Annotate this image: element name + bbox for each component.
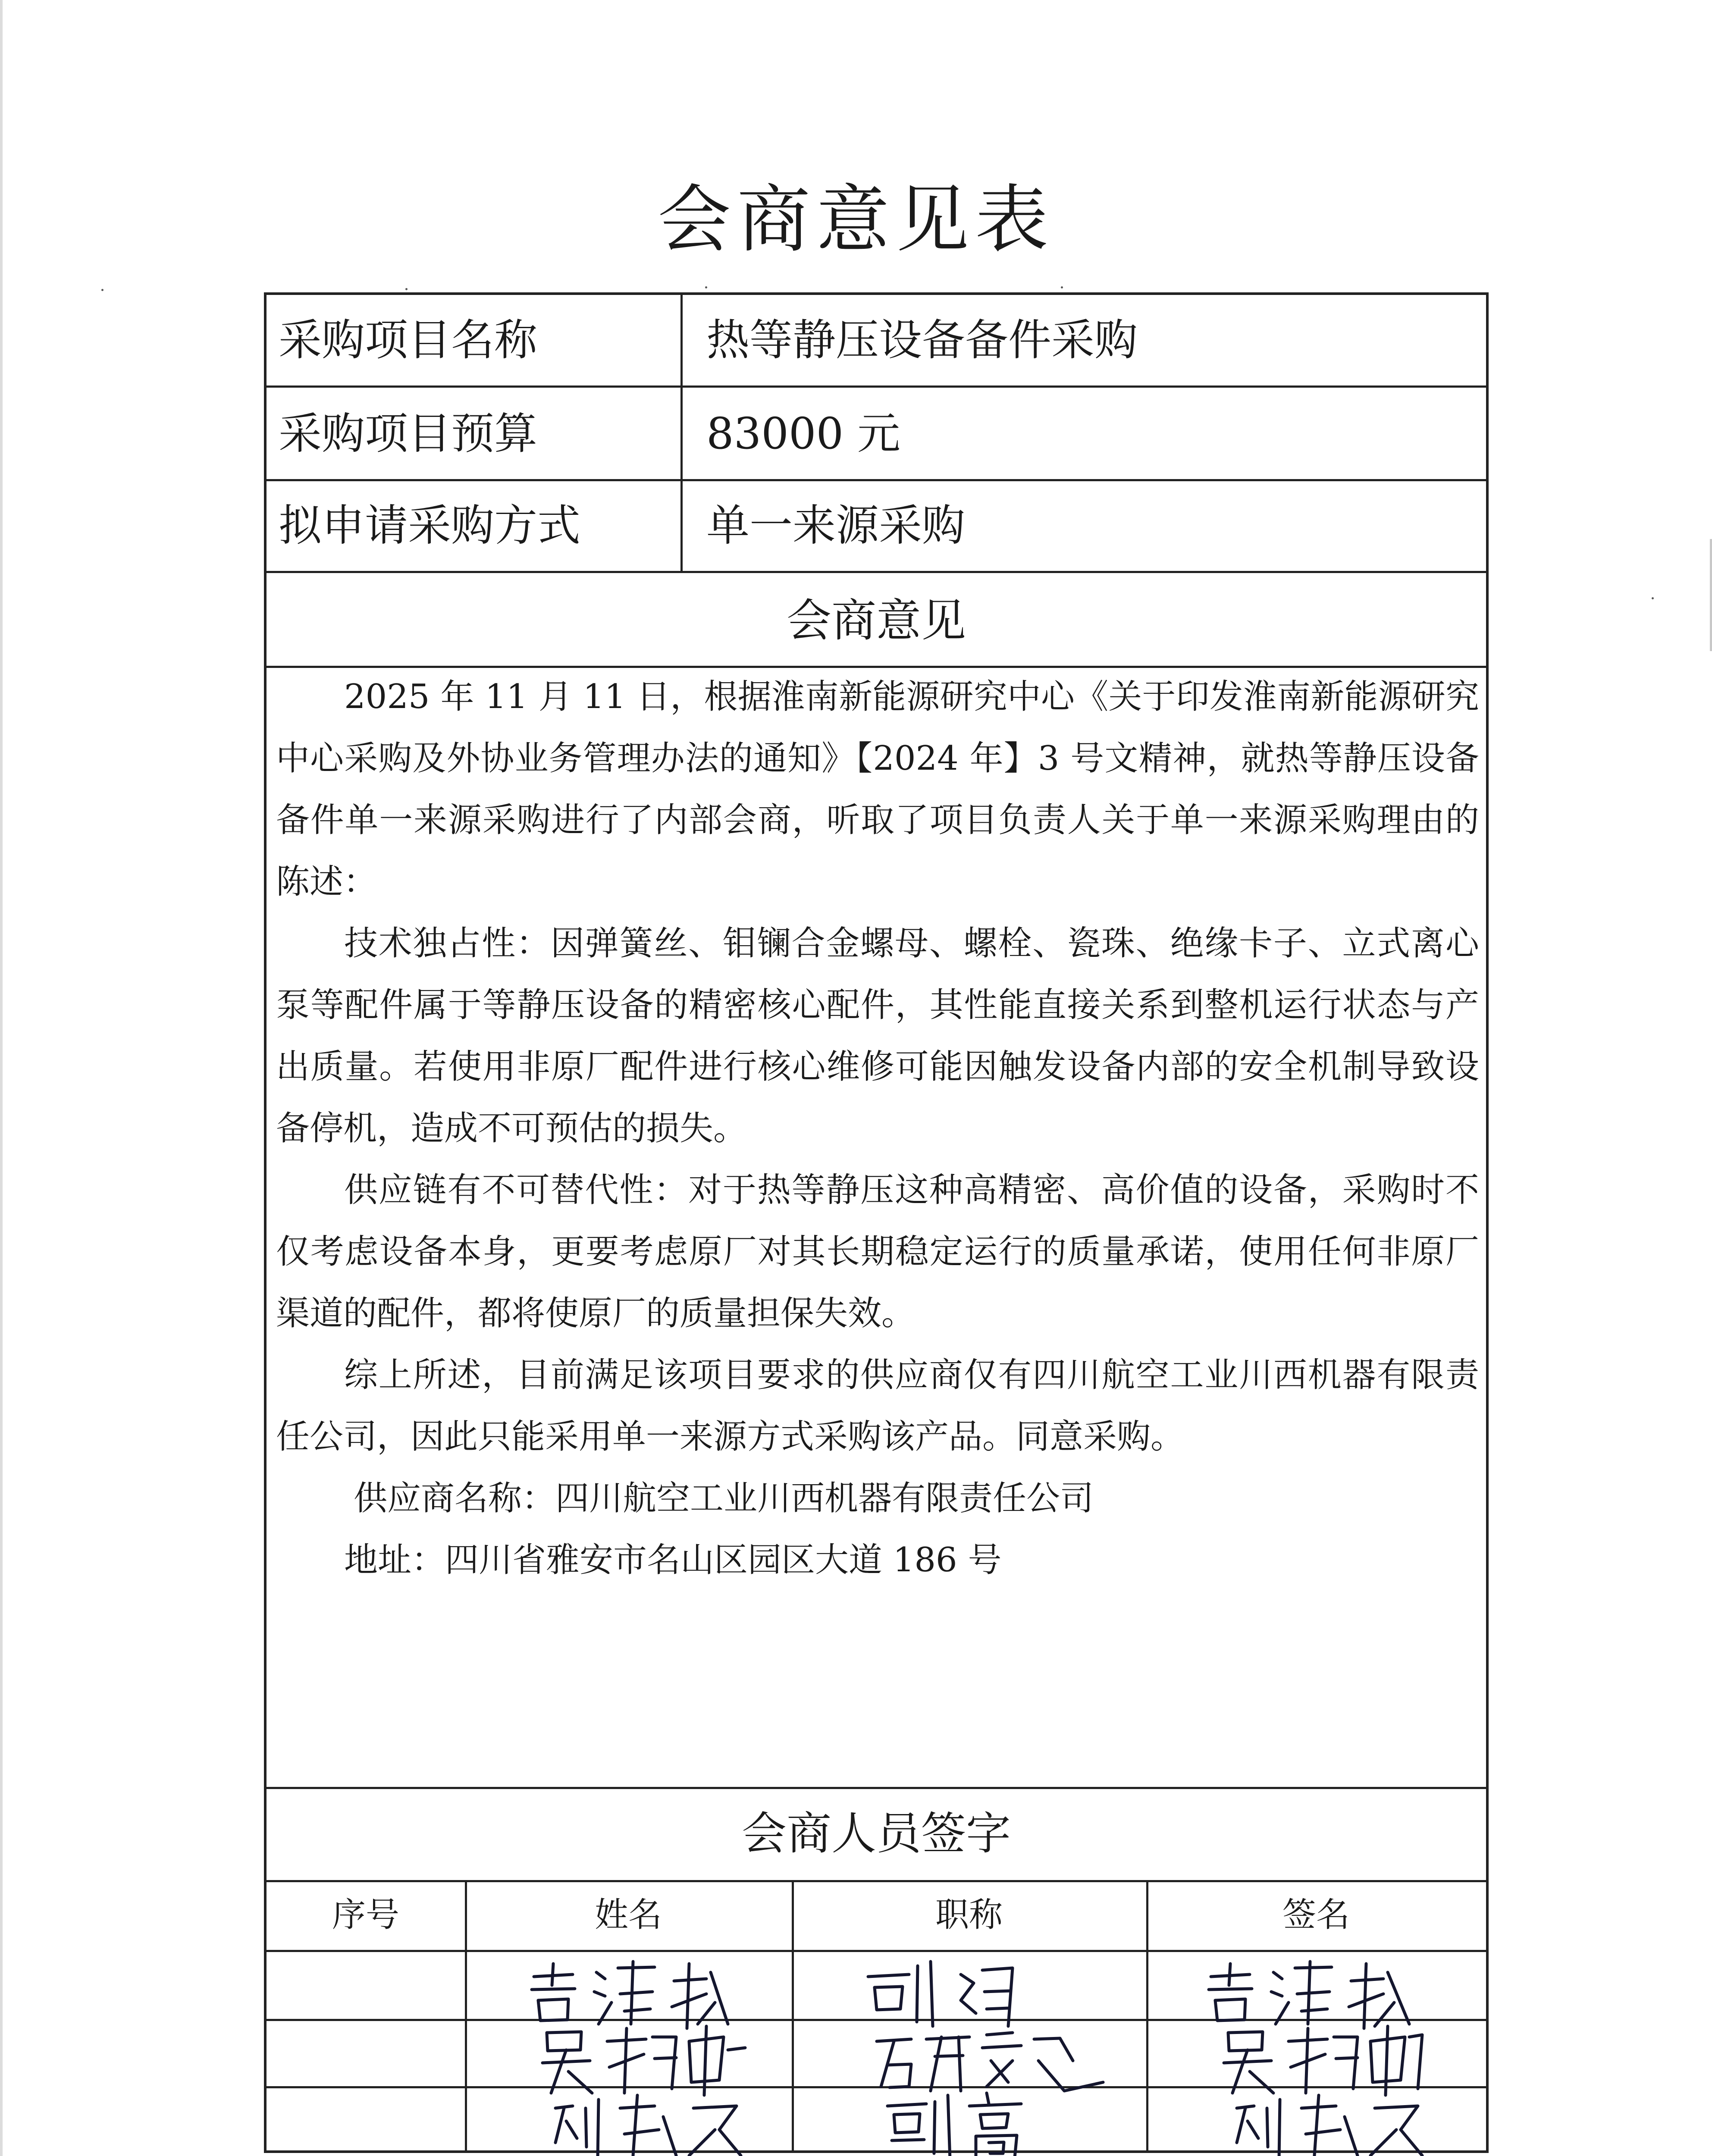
column-header-title: 职称 xyxy=(935,1896,1003,1934)
field-value-budget: 83000 元 xyxy=(706,408,900,459)
scan-right-edge xyxy=(1710,539,1712,651)
opinion-paragraph: 综上所述，目前满足该项目要求的供应商仅有四川航空工业川西机器有限责任公司，因此只能采用单一来源方式采购该产品。同意采购。 xyxy=(276,1356,1479,1456)
opinion-paragraph: 技术独占性：因弹簧丝、钼镧合金螺母、螺栓、瓷珠、绝缘卡子、立式离心泵等配件属于等静压设备的精密核心配件，其性能直接关系到整机运行状态与产出质量。若使用非原厂配件进行核心维修可能因触发设备内部的安全机制导致设备停机，造成不可预估的损失。 xyxy=(276,924,1479,1148)
handwritten-title-row-2 xyxy=(870,2026,1112,2095)
row-divider xyxy=(267,479,1486,481)
row-divider xyxy=(267,385,1486,388)
scan-speck xyxy=(705,286,707,288)
handwritten-signature-row-1 xyxy=(1202,1959,1418,2033)
row-divider xyxy=(267,1880,1486,1882)
handwritten-name-row-2 xyxy=(534,2024,749,2097)
handwritten-title-row-1 xyxy=(862,1957,1025,2031)
column-divider xyxy=(680,295,683,571)
document-title: 会商意见表 xyxy=(657,177,1054,263)
field-label-project-name: 采购项目名称 xyxy=(279,315,537,365)
field-value-procurement-method: 单一来源采购 xyxy=(706,500,965,551)
column-header-name: 姓名 xyxy=(594,1896,662,1934)
handwritten-name-row-3 xyxy=(547,2091,749,2156)
row-divider xyxy=(267,571,1486,573)
signature-heading: 会商人员签字 xyxy=(741,1807,1011,1860)
scan-speck xyxy=(405,288,408,290)
column-header-signature: 签名 xyxy=(1282,1896,1350,1934)
field-label-budget: 采购项目预算 xyxy=(279,408,537,459)
row-divider xyxy=(267,1950,1486,1952)
supplier-line: 供应商名称：四川航空工业川西机器有限责任公司 xyxy=(354,1479,1094,1518)
handwritten-signature-row-2 xyxy=(1215,2024,1431,2097)
handwritten-signature-row-3 xyxy=(1228,2091,1435,2156)
row-divider xyxy=(267,1787,1486,1789)
scan-speck xyxy=(101,289,103,291)
address-line: 地址：四川省雅安市名山区园区大道 186 号 xyxy=(344,1541,1002,1579)
handwritten-name-row-1 xyxy=(525,1959,732,2033)
opinion-paragraph: 2025 年 11 月 11 日，根据淮南新能源研究中心《关于印发淮南新能源研究中心采购及外协业务管理办法的通知》【2024 年】3 号文精神，就热等静压设备备件单一来源采购进行了内部会商，听取了项目负责人关于单一来源采购理由的陈述： xyxy=(276,677,1479,901)
column-header-no: 序号 xyxy=(332,1896,399,1934)
scan-left-edge xyxy=(0,0,3,2156)
field-value-project-name: 热等静压设备备件采购 xyxy=(706,315,1138,365)
handwritten-title-row-3 xyxy=(879,2089,1051,2156)
opinion-heading: 会商意见 xyxy=(786,594,966,647)
opinion-body xyxy=(276,666,1479,1591)
scan-speck xyxy=(1652,597,1654,599)
field-label-procurement-method: 拟申请采购方式 xyxy=(279,500,580,551)
scan-speck xyxy=(1061,286,1063,288)
opinion-paragraph: 供应链有不可替代性：对于热等静压这种高精密、高价值的设备，采购时不仅考虑设备本身，更要考虑原厂对其长期稳定运行的质量承诺，使用任何非原厂渠道的配件，都将使原厂的质量担保失效。 xyxy=(276,1171,1479,1333)
